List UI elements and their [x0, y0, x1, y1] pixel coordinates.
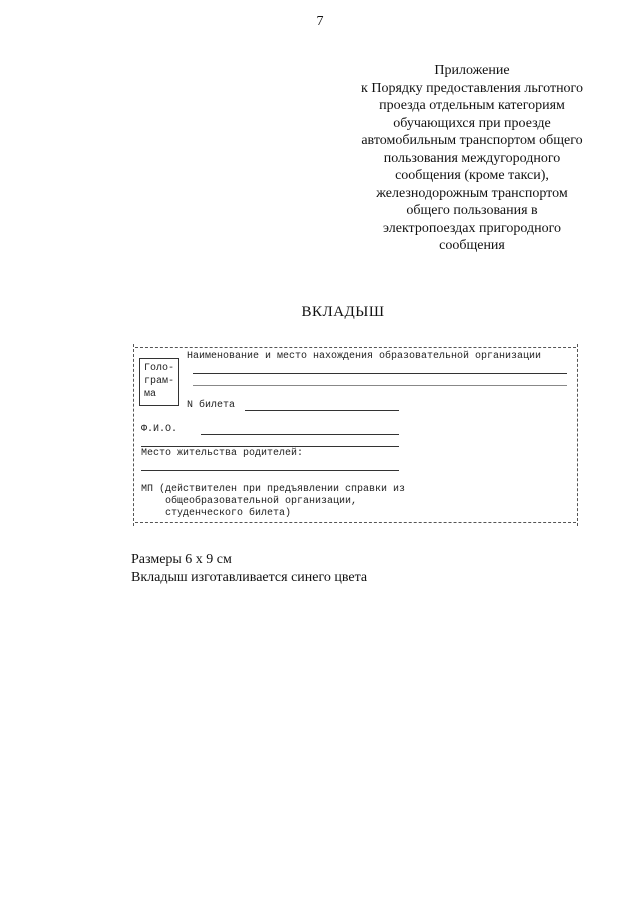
hologram-label-line: Голо- — [144, 363, 175, 374]
appendix-line: пользования междугородного — [383, 150, 561, 166]
appendix-line: сообщения (кроме такси), — [395, 168, 549, 183]
parents-residence-line — [141, 470, 399, 471]
insert-title: ВКЛАДЫШ — [301, 304, 385, 320]
card-border-bottom — [135, 522, 576, 523]
seal-note-line: МП (действителен при предъявлении справки из — [141, 484, 406, 495]
card-border-left — [133, 344, 134, 526]
org-name-line-2 — [193, 385, 567, 386]
appendix-line: электропоездах пригородного — [382, 220, 561, 236]
org-name-label: Наименование и место нахождения образовательной организации — [187, 351, 542, 362]
card-border-top — [135, 347, 576, 348]
insert-notes — [131, 551, 367, 587]
parents-residence-label: Место жительства родителей: — [141, 448, 304, 459]
appendix-line: железнодорожным транспортом — [376, 185, 568, 201]
hologram-label-line: грам- — [144, 376, 175, 387]
appendix-line: Приложение — [434, 63, 510, 78]
seal-note-line: студенческого билета) — [165, 508, 292, 519]
color-note: Вкладыш изготавливается синего цвета — [131, 570, 368, 585]
insert-form-card — [131, 344, 580, 526]
ticket-number-label: N билета — [187, 400, 236, 411]
ticket-number-line — [245, 410, 399, 411]
appendix-line: обучающихся при проезде — [393, 115, 551, 131]
appendix-line: сообщения — [439, 238, 505, 253]
fio-label: Ф.И.О. — [141, 424, 178, 435]
org-name-line-1 — [193, 373, 567, 374]
fio-line-2 — [141, 446, 399, 447]
card-border-right — [577, 344, 578, 526]
seal-note-line: общеобразовательной организации, — [165, 496, 358, 507]
appendix-line: проезда отдельным категориям — [379, 98, 565, 113]
appendix-line: общего пользования в — [406, 203, 538, 218]
hologram-box — [139, 358, 179, 406]
appendix-header — [352, 62, 592, 255]
fio-line — [201, 434, 399, 435]
appendix-line: автомобильным транспортом общего — [361, 133, 583, 148]
size-note: Размеры 6 х 9 см — [131, 552, 232, 567]
hologram-label-line: ма — [144, 389, 157, 400]
page-number: 7 — [316, 14, 324, 29]
appendix-line: к Порядку предоставления льготного — [361, 80, 583, 96]
